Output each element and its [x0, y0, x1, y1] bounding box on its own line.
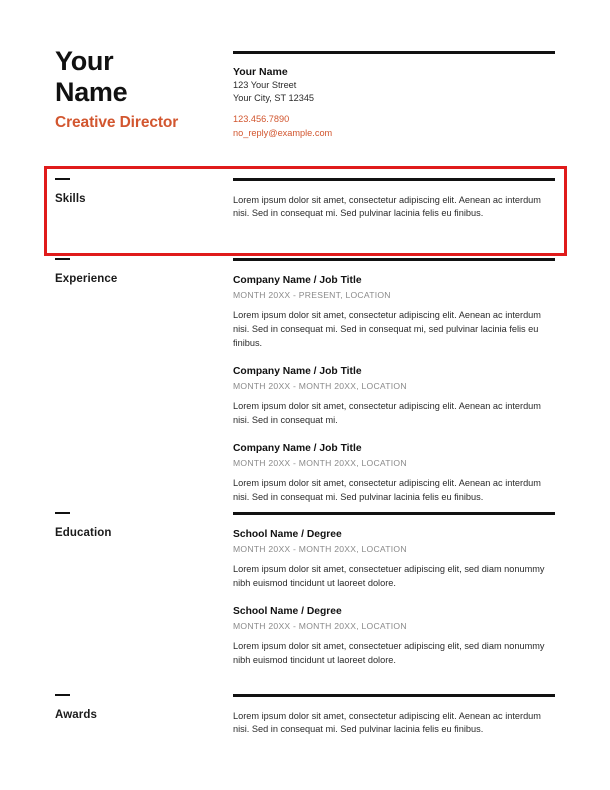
contact-email[interactable]: no_reply@example.com [233, 127, 333, 138]
section-dash-icon [55, 512, 70, 514]
section-rule [233, 178, 555, 181]
entry-description: Lorem ipsum dolor sit amet, consectetur adipiscing elit. Aenean ac interdum nisi. Sed in consequat mi. [233, 401, 541, 426]
entry-date-location: MONTH 20XX - MONTH 20XX, LOCATION [233, 458, 407, 469]
header-rule [233, 51, 555, 54]
entry-date-location: MONTH 20XX - MONTH 20XX, LOCATION [233, 381, 407, 392]
section-entry [233, 528, 555, 591]
entry-title: Company Name / Job Title [233, 443, 362, 455]
contact-spacer [233, 105, 555, 113]
resume-header [0, 0, 610, 160]
section-content-column [233, 178, 555, 221]
section-entry [233, 442, 555, 505]
section-label-column [55, 258, 215, 285]
section-dash-icon [55, 258, 70, 260]
section-rule [233, 258, 555, 261]
section-entry [233, 274, 555, 351]
entry-title: School Name / Degree [233, 605, 342, 617]
contact-phone[interactable]: 123.456.7890 [233, 114, 290, 125]
section-entry [233, 605, 555, 668]
entry-description: Lorem ipsum dolor sit amet, consectetur adipiscing elit. Aenean ac interdum nisi. Sed in consequat mi. Sed pulvinar lacinia felis eu finibus. [233, 478, 541, 503]
entry-description: Lorem ipsum dolor sit amet, consectetuer adipiscing elit, sed diam nonummy nibh euismod tincidunt ut laoreet dolore. [233, 563, 545, 588]
section-label: Education [55, 527, 112, 540]
section-label: Awards [55, 709, 97, 722]
contact-block [233, 51, 555, 140]
name-block [55, 46, 225, 132]
entry-title: Company Name / Job Title [233, 274, 362, 286]
section-content-column [233, 258, 555, 505]
entry-date-location: MONTH 20XX - PRESENT, LOCATION [233, 289, 391, 300]
section-dash-icon [55, 178, 70, 180]
section-entry [233, 365, 555, 428]
section-content-column [233, 512, 555, 668]
entry-description: Lorem ipsum dolor sit amet, consectetuer adipiscing elit, sed diam nonummy nibh euismod tincidunt ut laoreet dolore. [233, 641, 545, 666]
job-title: Creative Director [55, 113, 179, 131]
contact-name: Your Name [233, 65, 288, 78]
section-label: Experience [55, 273, 118, 286]
entry-title: Company Name / Job Title [233, 365, 362, 377]
section-description: Lorem ipsum dolor sit amet, consectetur adipiscing elit. Aenean ac interdum nisi. Sed in consequat mi. Sed pulvinar lacinia felis eu finibus. [233, 194, 541, 219]
section-description: Lorem ipsum dolor sit amet, consectetur adipiscing elit. Aenean ac interdum nisi. Sed in consequat mi. Sed pulvinar lacinia felis eu finibus. [233, 710, 541, 735]
entry-date-location: MONTH 20XX - MONTH 20XX, LOCATION [233, 543, 407, 554]
entry-title: School Name / Degree [233, 528, 342, 540]
section-label-column [55, 512, 215, 539]
section-label-column [55, 694, 215, 721]
section-dash-icon [55, 694, 70, 696]
section-label-column [55, 178, 215, 205]
entry-date-location: MONTH 20XX - MONTH 20XX, LOCATION [233, 621, 407, 632]
section-rule [233, 694, 555, 697]
entry-description: Lorem ipsum dolor sit amet, consectetur adipiscing elit. Aenean ac interdum nisi. Sed in consequat mi. Sed in consequat mi, sed pulvinar lacinia felis eu finibus. [233, 309, 541, 348]
name-line-last: Name [55, 77, 128, 108]
section-label: Skills [55, 193, 86, 206]
contact-street: 123 Your Street [233, 79, 297, 90]
name-line-first: Your [55, 46, 114, 76]
section-content-column [233, 694, 555, 737]
contact-city-state-zip: Your City, ST 12345 [233, 93, 315, 104]
section-rule [233, 512, 555, 515]
